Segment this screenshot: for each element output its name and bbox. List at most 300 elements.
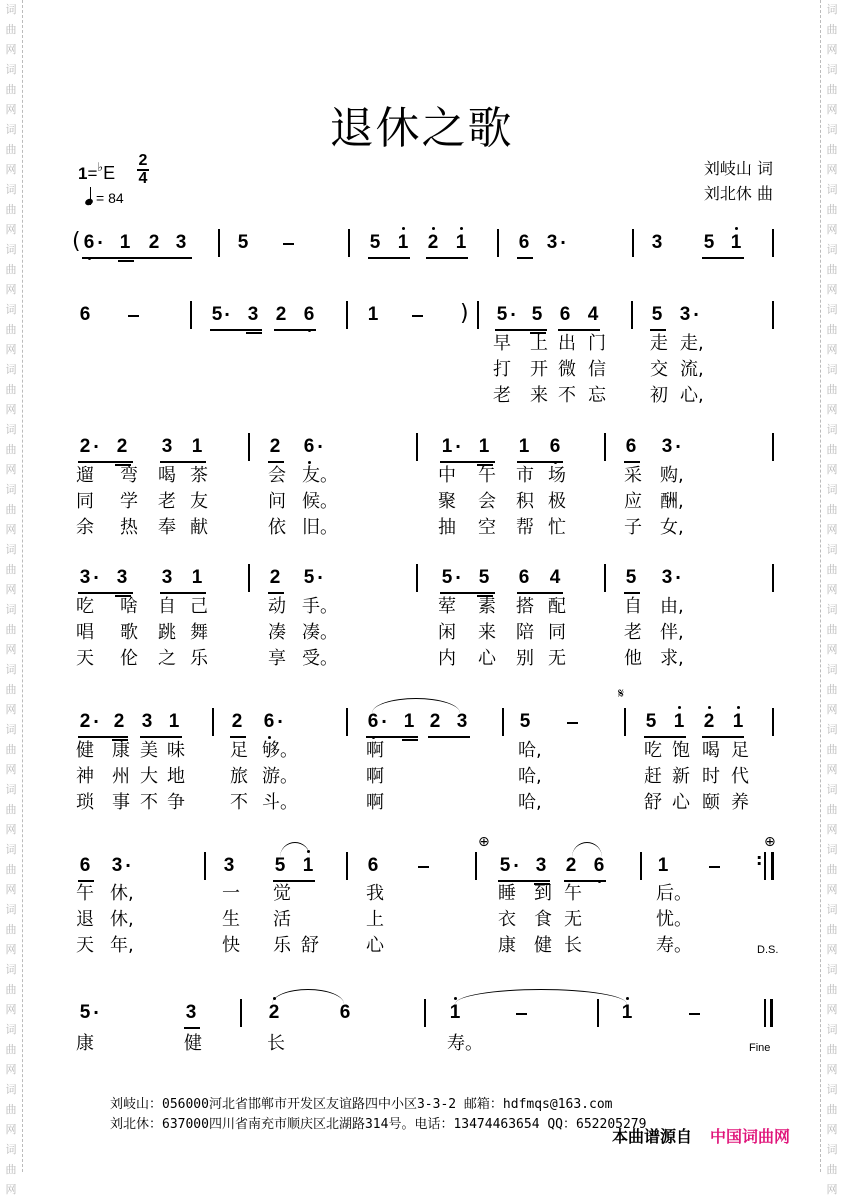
watermark-char: 词	[5, 1143, 17, 1156]
source-attribution: 本曲谱源自 中国词曲网	[612, 1127, 791, 1146]
beam-underline	[78, 736, 128, 738]
note: 5	[703, 232, 715, 253]
lyric-syllable: 己	[190, 596, 208, 617]
lyric-syllable: 休,	[110, 883, 134, 904]
watermark-char: 网	[5, 1003, 17, 1016]
watermark-char: 网	[826, 463, 838, 476]
lyric-syllable: 聚	[438, 491, 456, 512]
lyric-syllable: 茶	[190, 465, 208, 486]
note: 2	[269, 567, 281, 588]
lyric-syllable: 康	[112, 740, 130, 761]
watermark-char: 网	[5, 403, 17, 416]
beam-underline	[274, 329, 316, 331]
augmentation-dot: ·	[381, 712, 388, 731]
note: 1	[657, 855, 669, 876]
fine-mark: Fine	[749, 1042, 771, 1054]
augmentation-dot: ·	[93, 1003, 100, 1022]
lyric-syllable: 场	[548, 465, 566, 486]
lyric-syllable: 微	[558, 359, 576, 380]
watermark-char: 曲	[826, 203, 838, 216]
lyric-syllable: 极	[548, 491, 566, 512]
beam-underline	[140, 736, 182, 738]
beam-underline	[517, 257, 533, 259]
beam-underline	[564, 880, 606, 882]
lyric-syllable: 采	[624, 465, 642, 486]
watermark-char: 词	[5, 1083, 17, 1096]
lyric-syllable: 州	[112, 766, 130, 787]
watermark-char: 网	[826, 43, 838, 56]
lyric-syllable: 赶	[644, 766, 662, 787]
lyric-syllable: 足	[731, 740, 749, 761]
watermark-char: 曲	[826, 83, 838, 96]
lyric-syllable: 美	[140, 740, 158, 761]
beam-underline	[273, 880, 315, 882]
watermark-char: 曲	[5, 803, 17, 816]
bar-line	[497, 229, 499, 257]
bar-line	[772, 564, 774, 592]
note: 3	[116, 567, 128, 588]
watermark-char: 曲	[826, 1103, 838, 1116]
lyric-syllable: 女,	[660, 517, 684, 538]
watermark-char: 词	[826, 663, 838, 676]
lyric-syllable: 搭	[516, 596, 534, 617]
augmentation-dot: ·	[97, 233, 104, 252]
note: 2	[565, 855, 577, 876]
watermark-char: 网	[5, 103, 17, 116]
note: 3	[535, 855, 547, 876]
watermark-char: 网	[5, 583, 17, 596]
dash-extension	[418, 866, 429, 868]
watermark-char: 词	[5, 123, 17, 136]
watermark-char: 曲	[826, 143, 838, 156]
key-signature: 1=♭E	[78, 160, 116, 183]
watermark-char: 词	[826, 123, 838, 136]
watermark-char: 词	[826, 843, 838, 856]
dash-extension	[516, 1013, 527, 1015]
watermark-char: 网	[5, 643, 17, 656]
watermark-char: 词	[826, 303, 838, 316]
note: 3	[247, 304, 259, 325]
lyric-syllable: 遛	[76, 465, 94, 486]
lyric-syllable: 斗。	[262, 792, 298, 813]
lyric-syllable: 早	[493, 333, 511, 354]
watermark-char: 词	[826, 1143, 838, 1156]
watermark-char: 网	[826, 103, 838, 116]
watermark-char: 曲	[826, 323, 838, 336]
watermark-char: 词	[5, 843, 17, 856]
watermark-char: 词	[826, 603, 838, 616]
final-barline	[764, 999, 766, 1027]
watermark-char: 曲	[826, 863, 838, 876]
lyric-syllable: 交	[650, 359, 668, 380]
bar-line	[204, 852, 206, 880]
bar-line	[346, 708, 348, 736]
note: 5	[274, 855, 286, 876]
lyric-syllable: 享	[268, 648, 286, 669]
lyric-syllable: 心	[366, 935, 384, 956]
lyric-syllable: 唱	[76, 622, 94, 643]
lyric-syllable: 康	[76, 1033, 94, 1054]
note: 1	[732, 711, 744, 732]
beam-underline	[184, 1027, 200, 1029]
site-link[interactable]: 中国词曲网	[710, 1127, 791, 1146]
beam-underline	[702, 736, 744, 738]
augmentation-dot: ·	[510, 305, 517, 324]
lyric-syllable: 旧。	[302, 517, 338, 538]
note: 5	[369, 232, 381, 253]
watermark-char: 网	[5, 463, 17, 476]
note: 3	[185, 1002, 197, 1023]
lyric-syllable: 帮	[516, 517, 534, 538]
note: 1	[441, 436, 453, 457]
lyric-syllable: 走	[650, 333, 668, 354]
note: 5	[651, 304, 663, 325]
note: 2	[116, 436, 128, 457]
lyric-syllable: 购,	[660, 465, 684, 486]
note: 3	[223, 855, 235, 876]
watermark-char: 曲	[5, 443, 17, 456]
lyric-syllable: 天	[76, 935, 94, 956]
note: 2	[268, 1002, 280, 1023]
beam-underline	[230, 736, 246, 738]
lyric-syllable: 寿。	[656, 935, 692, 956]
note: 6	[79, 855, 91, 876]
lyric-syllable: 由,	[660, 596, 684, 617]
repeat-barline	[764, 852, 766, 880]
beam-underline	[147, 257, 190, 259]
lyric-syllable: 旅	[230, 766, 248, 787]
slur	[372, 698, 460, 713]
watermark-char: 词	[5, 423, 17, 436]
watermark-char: 曲	[5, 683, 17, 696]
augmentation-dot: ·	[224, 305, 231, 324]
dash-extension	[709, 866, 720, 868]
lyric-syllable: 一	[222, 883, 240, 904]
watermark-char: 词	[826, 243, 838, 256]
note: 5	[499, 855, 511, 876]
lyric-syllable: 候。	[302, 491, 338, 512]
watermark-char: 网	[826, 883, 838, 896]
lyric-syllable: 喝	[158, 465, 176, 486]
watermark-char: 网	[826, 523, 838, 536]
lyric-syllable: 来	[530, 385, 548, 406]
note: 1	[455, 232, 467, 253]
beam-underline	[246, 332, 262, 334]
credits	[704, 156, 773, 206]
lyric-syllable: 手。	[302, 596, 338, 617]
note: 2	[427, 232, 439, 253]
watermark-char: 词	[5, 183, 17, 196]
watermark-char: 曲	[5, 383, 17, 396]
lyric-syllable: 吃	[644, 740, 662, 761]
lyric-syllable: 跳	[158, 622, 176, 643]
watermark-char: 曲	[5, 863, 17, 876]
watermark-char: 网	[826, 643, 838, 656]
watermark-char: 网	[5, 1183, 17, 1196]
lyric-syllable: 新	[672, 766, 690, 787]
lyric-syllable: 同	[76, 491, 94, 512]
note: 5	[645, 711, 657, 732]
note: 6	[79, 304, 91, 325]
beam-underline	[495, 329, 547, 331]
lyric-syllable: 午	[478, 465, 496, 486]
note: 6	[559, 304, 571, 325]
lyric-syllable: 市	[516, 465, 534, 486]
watermark-char: 网	[5, 43, 17, 56]
watermark-char: 网	[5, 343, 17, 356]
beam-underline	[498, 880, 550, 882]
watermark-char: 曲	[5, 503, 17, 516]
watermark-char: 网	[826, 1183, 838, 1196]
note: 1	[478, 436, 490, 457]
lyric-syllable: 长	[267, 1033, 285, 1054]
slur	[272, 989, 344, 1004]
lyric-syllable: 不	[140, 792, 158, 813]
beam-underline	[624, 592, 640, 594]
note: 6	[303, 304, 315, 325]
final-barline-thick	[770, 999, 773, 1027]
beam-underline	[402, 739, 418, 741]
beam-underline	[517, 592, 563, 594]
beam-underline	[426, 257, 468, 259]
watermark-char: 曲	[826, 683, 838, 696]
watermark-char: 网	[826, 343, 838, 356]
augmentation-dot: ·	[675, 568, 682, 587]
watermark-char: 词	[826, 543, 838, 556]
slur	[280, 842, 310, 857]
note: 5	[237, 232, 249, 253]
watermark-char: 曲	[826, 443, 838, 456]
note: 2	[113, 711, 125, 732]
augmentation-dot: ·	[693, 305, 700, 324]
bar-line	[772, 301, 774, 329]
lyric-syllable: 求,	[660, 648, 684, 669]
watermark-char: 网	[826, 403, 838, 416]
bar-line	[248, 564, 250, 592]
watermark-char: 词	[5, 243, 17, 256]
note: 2	[79, 711, 91, 732]
note: 6	[625, 436, 637, 457]
lyric-syllable: 自	[624, 596, 642, 617]
watermark-char: 曲	[5, 1043, 17, 1056]
watermark-char: 网	[5, 1123, 17, 1136]
lyric-syllable: 忘	[588, 385, 606, 406]
lyric-syllable: 舒	[301, 935, 319, 956]
lyric-syllable: 后。	[656, 883, 692, 904]
watermark-char: 网	[5, 703, 17, 716]
note: 1	[403, 711, 415, 732]
repeat-barline-thick	[771, 852, 774, 880]
note: 5	[303, 567, 315, 588]
lyric-syllable: 友	[190, 491, 208, 512]
bar-line	[604, 564, 606, 592]
lyric-syllable: 舒	[644, 792, 662, 813]
lyric-syllable: 饱	[672, 740, 690, 761]
beam-underline	[160, 461, 206, 463]
note: 3	[661, 436, 673, 457]
note: 1	[518, 436, 530, 457]
note: 4	[549, 567, 561, 588]
watermark-char: 曲	[5, 143, 17, 156]
note: 3	[661, 567, 673, 588]
note: 5	[519, 711, 531, 732]
watermark-char: 网	[5, 163, 17, 176]
watermark-char: 曲	[5, 923, 17, 936]
lyric-syllable: 活	[273, 909, 291, 930]
note: 6	[518, 232, 530, 253]
lyric-syllable: 内	[438, 648, 456, 669]
note: 1	[119, 232, 131, 253]
note: 1	[397, 232, 409, 253]
lyric-syllable: 心	[672, 792, 690, 813]
watermark-char: 词	[826, 1083, 838, 1096]
lyric-syllable: 衣	[498, 909, 516, 930]
watermark-char: 词	[826, 723, 838, 736]
lyric-syllable: 健	[534, 935, 552, 956]
lyric-syllable: 中	[438, 465, 456, 486]
lyric-syllable: 出	[558, 333, 576, 354]
bar-line	[424, 999, 426, 1027]
note: 5	[496, 304, 508, 325]
beam-underline	[78, 880, 94, 882]
watermark-char: 曲	[5, 743, 17, 756]
watermark-char: 词	[5, 603, 17, 616]
bar-line	[218, 229, 220, 257]
slur	[455, 989, 627, 1004]
bar-line	[597, 999, 599, 1027]
beam-underline	[78, 461, 133, 463]
note: 2	[269, 436, 281, 457]
watermark-char: 网	[5, 943, 17, 956]
lyric-syllable: 开	[530, 359, 548, 380]
watermark-char: 词	[826, 903, 838, 916]
lyric-syllable: 到	[534, 883, 552, 904]
watermark-char: 网	[826, 163, 838, 176]
note: 6	[263, 711, 275, 732]
bar-line	[248, 433, 250, 461]
watermark-char: 词	[826, 363, 838, 376]
note: 6	[593, 855, 605, 876]
watermark-char: 曲	[5, 563, 17, 576]
beam-underline	[428, 736, 470, 738]
note: 3	[141, 711, 153, 732]
lyric-syllable: 颐	[702, 792, 720, 813]
augmentation-dot: ·	[93, 712, 100, 731]
lyric-syllable: 健	[184, 1033, 202, 1054]
bar-line	[477, 301, 479, 329]
bar-line	[416, 564, 418, 592]
note: 3	[546, 232, 558, 253]
lyricist-credit: 刘岐山 词	[703, 159, 773, 178]
watermark-char: 曲	[5, 263, 17, 276]
note: 3	[175, 232, 187, 253]
augmentation-dot: ·	[513, 856, 520, 875]
note: 5	[478, 567, 490, 588]
watermark-char: 网	[826, 583, 838, 596]
right-margin-watermark	[820, 0, 843, 1196]
note: 5	[441, 567, 453, 588]
note: 1	[302, 855, 314, 876]
lyric-syllable: 啥	[120, 596, 138, 617]
note: 2	[231, 711, 243, 732]
watermark-char: 曲	[5, 1163, 17, 1176]
bar-line	[624, 708, 626, 736]
lyric-syllable: 忙	[548, 517, 566, 538]
bar-line	[632, 229, 634, 257]
lyric-syllable: 吃	[76, 596, 94, 617]
lyric-syllable: 子	[624, 517, 642, 538]
augmentation-dot: ·	[93, 568, 100, 587]
beam-underline	[624, 461, 640, 463]
lyric-syllable: 走,	[680, 333, 704, 354]
composer-credit: 刘北休 曲	[703, 184, 773, 203]
watermark-char: 曲	[826, 623, 838, 636]
note: 3	[161, 436, 173, 457]
note: 5	[531, 304, 543, 325]
watermark-char: 曲	[826, 983, 838, 996]
bar-line	[346, 852, 348, 880]
lyric-syllable: 我	[366, 883, 384, 904]
tempo-marking: = 84	[85, 190, 124, 206]
note: 1	[191, 567, 203, 588]
lyric-syllable: 喝	[702, 740, 720, 761]
watermark-char: 词	[826, 183, 838, 196]
watermark-char: 曲	[5, 1103, 17, 1116]
lyric-syllable: 觉	[273, 883, 291, 904]
lyricist-contact: 刘岐山：056000河北省邯郸市开发区友谊路四中小区3-3-2 邮箱：hdfmqs@163.com	[110, 1097, 613, 1112]
footer-contact	[110, 1095, 646, 1135]
beam-underline	[702, 257, 744, 259]
bar-line	[772, 229, 774, 257]
lyric-syllable: 上	[530, 333, 548, 354]
beam-underline	[558, 329, 600, 331]
beam-underline	[368, 257, 410, 259]
lyric-syllable: 自	[158, 596, 176, 617]
lyric-syllable: 心,	[680, 385, 704, 406]
dash-extension	[689, 1013, 700, 1015]
lyric-syllable: 凑	[268, 622, 286, 643]
left-margin-watermark	[0, 0, 23, 1196]
watermark-char: 词	[5, 63, 17, 76]
watermark-char: 网	[826, 1063, 838, 1076]
lyric-syllable: 动	[268, 596, 286, 617]
lyric-syllable: 歌	[120, 622, 138, 643]
watermark-char: 曲	[5, 623, 17, 636]
time-signature: 2 4	[138, 152, 148, 187]
lyric-syllable: 寿。	[447, 1033, 483, 1054]
note: 2	[148, 232, 160, 253]
lyric-syllable: 快	[222, 935, 240, 956]
bar-line	[604, 433, 606, 461]
note: 1	[191, 436, 203, 457]
augmentation-dot: ·	[317, 437, 324, 456]
lyric-syllable: 学	[120, 491, 138, 512]
lyric-syllable: 地	[167, 766, 185, 787]
bar-line	[190, 301, 192, 329]
lyric-syllable: 心	[478, 648, 496, 669]
lyric-syllable: 养	[731, 792, 749, 813]
watermark-char: 曲	[5, 23, 17, 36]
lyric-syllable: 争	[167, 792, 185, 813]
beam-underline	[517, 461, 563, 463]
lyric-syllable: 弯	[120, 465, 138, 486]
dal-segno-mark: D.S.	[757, 944, 779, 956]
dash-extension	[567, 722, 578, 724]
note: 1	[449, 1002, 461, 1023]
watermark-char: 词	[5, 723, 17, 736]
lyric-syllable: 忧。	[656, 909, 692, 930]
note: 1	[367, 304, 379, 325]
